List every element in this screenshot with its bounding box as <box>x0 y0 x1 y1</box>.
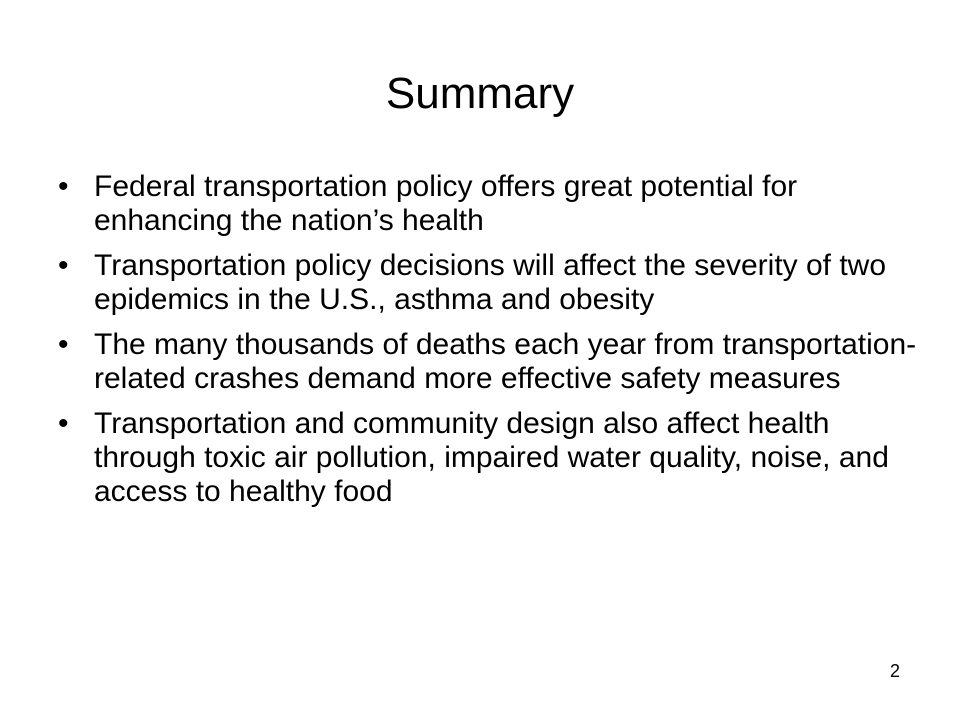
bullet-text: Transportation and community design also affect health through toxic air pollution, impaired water quality, noise, and access to healthy food <box>94 407 889 508</box>
bullet-item <box>58 249 920 317</box>
bullet-dot-icon: • <box>58 328 69 361</box>
bullet-text: The many thousands of deaths each year from transportation-related crashes demand more effective safety measures <box>94 328 917 395</box>
bullet-text: Transportation policy decisions will affect the severity of two epidemics in the U.S., asthma and obesity <box>94 249 887 316</box>
bullet-text: Federal transportation policy offers great potential for enhancing the nation’s health <box>94 170 798 237</box>
bullet-list <box>58 170 920 520</box>
bullet-item <box>58 328 920 396</box>
bullet-item <box>58 170 920 238</box>
bullet-dot-icon: • <box>58 249 69 282</box>
slide-title: Summary <box>385 69 575 118</box>
page-number: 2 <box>889 661 900 681</box>
bullet-item <box>58 407 920 509</box>
bullet-dot-icon: • <box>58 170 69 203</box>
bullet-dot-icon: • <box>58 407 69 440</box>
